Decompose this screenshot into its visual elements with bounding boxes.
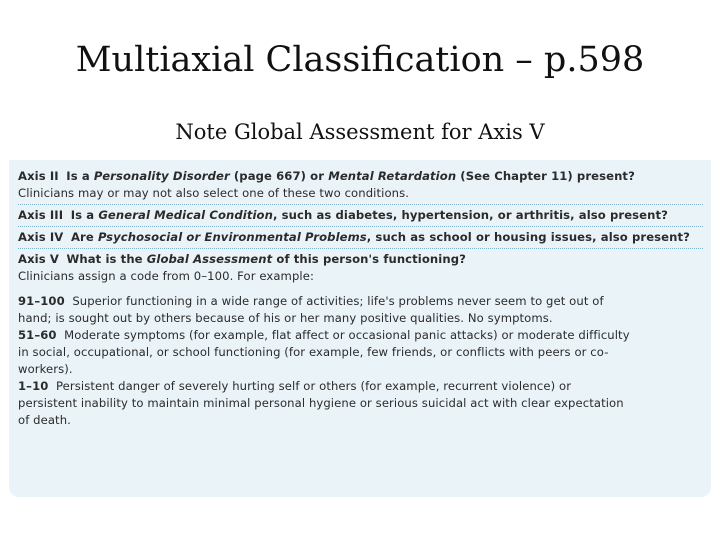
axis-v-term: Global Assessment xyxy=(146,252,273,266)
axis-ii-question xyxy=(18,168,703,185)
axis-v-label: Axis V xyxy=(18,252,59,266)
axis-iv-label: Axis IV xyxy=(18,230,64,244)
gaf-example-line: of death. xyxy=(18,413,71,427)
axis-ii-term-retardation: Mental Retardation xyxy=(328,169,457,183)
gaf-range: 51–60 xyxy=(18,328,57,342)
axis-v-row xyxy=(18,249,703,431)
gaf-description: Superior functioning in a wide range of activities; life's problems never seem to get out of xyxy=(72,294,604,308)
gaf-example xyxy=(18,293,703,327)
axis-iv-term: Psychosocial or Environmental Problems xyxy=(97,230,367,244)
slide-title: Multiaxial Classification – p.598 xyxy=(75,40,645,80)
gaf-example xyxy=(18,378,703,429)
axis-v-note: Clinicians assign a code from 0–100. For example: xyxy=(18,269,314,283)
axis-iii-q-post: , such as diabetes, hypertension, or arthritis, also present? xyxy=(272,208,668,222)
gaf-range: 1–10 xyxy=(18,379,49,393)
gaf-example-line: hand; is sought out by others because of his or her many positive qualities. No symptoms. xyxy=(18,311,553,325)
axis-ii-q-post: (See Chapter 11) present? xyxy=(456,169,635,183)
gaf-description: Moderate symptoms (for example, flat affect or occasional panic attacks) or moderate difficulty xyxy=(64,328,630,342)
axis-ii-q-mid: (page 667) or xyxy=(229,169,329,183)
axis-ii-note: Clinicians may or may not also select one of these two conditions. xyxy=(18,186,410,200)
axis-ii-q-pre: Is a xyxy=(66,169,94,183)
axis-v-q-post: of this person's functioning? xyxy=(272,252,466,266)
gaf-description: Persistent danger of severely hurting self or others (for example, recurrent violence) or xyxy=(55,379,572,393)
gaf-examples-list xyxy=(18,293,703,429)
gaf-example-line: persistent inability to maintain minimal personal hygiene or serious suicidal act with clear expectation xyxy=(18,396,624,410)
gaf-example-line: in social, occupational, or school functioning (for example, few friends, or conflicts with peers or co- xyxy=(18,345,609,359)
axis-iii-q-pre: Is a xyxy=(70,208,99,222)
axis-iv-question xyxy=(18,229,703,246)
gaf-example-line xyxy=(18,378,703,395)
gaf-example-line: workers). xyxy=(18,362,73,376)
axis-iv-q-post: , such as school or housing issues, also present? xyxy=(366,230,690,244)
slide-subtitle: Note Global Assessment for Axis V xyxy=(175,120,545,144)
axis-ii-term-personality: Personality Disorder xyxy=(93,169,230,183)
axis-ii-row xyxy=(18,166,703,205)
gaf-example-line xyxy=(18,293,703,310)
axis-v-q-pre: What is the xyxy=(66,252,147,266)
axis-v-question xyxy=(18,251,703,268)
axis-iv-q-pre: Are xyxy=(70,230,98,244)
gaf-example xyxy=(18,327,703,378)
axis-iii-question xyxy=(18,207,703,224)
gaf-range: 91–100 xyxy=(18,294,65,308)
axis-iii-label: Axis III xyxy=(18,208,64,222)
axis-iii-row xyxy=(18,205,703,227)
axis-ii-label: Axis II xyxy=(18,169,59,183)
axis-iv-row xyxy=(18,227,703,249)
axis-table xyxy=(9,160,711,497)
gaf-example-line xyxy=(18,327,703,344)
axis-iii-term: General Medical Condition xyxy=(98,208,273,222)
